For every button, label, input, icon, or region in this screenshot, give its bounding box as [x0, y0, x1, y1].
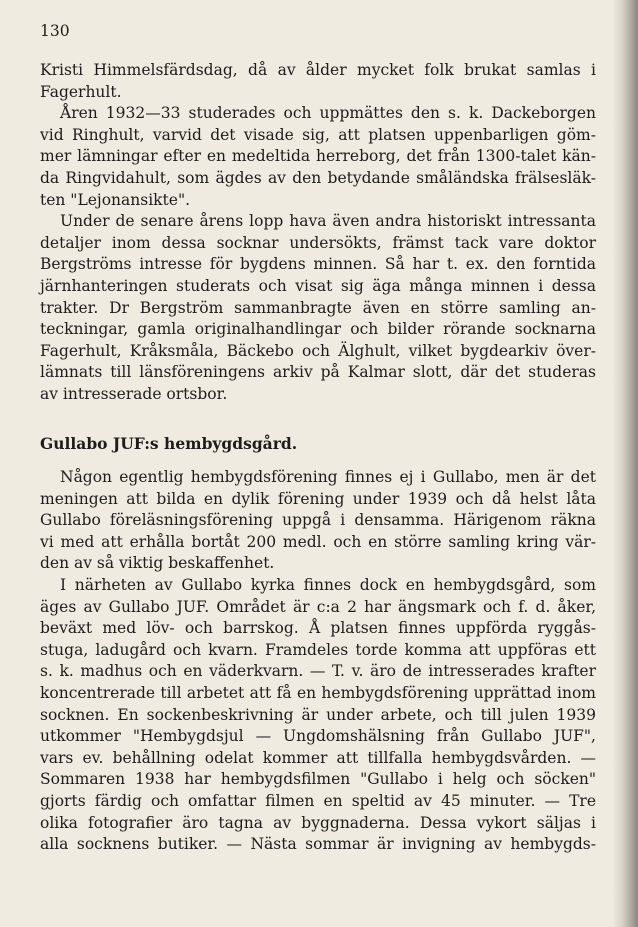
- text-line: Åren 1932—33 studerades och uppmättes den s. k. Dackeborgen: [60, 104, 596, 123]
- text-line: Gullabo föreläsningsförening uppgå i densamma. Härigenom räkna: [40, 511, 596, 530]
- page-number: 130: [40, 22, 70, 40]
- text-line: av intresserade ortsbor.: [40, 384, 228, 403]
- text-line: teckningar, gamla originalhandlingar och bilder rörande socknarna: [40, 320, 596, 339]
- text-line: da Ringvidahult, som ägdes av den betydande småländska frälsesläk-: [40, 168, 596, 187]
- text-line: alla socknens butiker. — Nästa sommar är invigning av hembygds-: [40, 835, 596, 854]
- text-line: äges av Gullabo JUF. Området är c:a 2 har ängsmark och f. d. åker,: [40, 597, 596, 616]
- text-line: Fagerhult.: [40, 82, 122, 101]
- section-heading: Gullabo JUF:s hembygdsgård.: [40, 434, 298, 453]
- text-line: olika fotografier äro tagna av byggnaderna. Dessa vykort säljas i: [40, 813, 596, 832]
- text-line: detaljer inom dessa socknar undersökts, främst tack vare doktor: [40, 233, 596, 252]
- book-spine-shadow: [612, 0, 638, 927]
- text-line: Sommaren 1938 har hembygdsfilmen "Gullabo i helg och söcken": [40, 770, 596, 789]
- text-line: meningen att bilda en dylik förening under 1939 och då helst låta: [40, 489, 596, 508]
- text-line: mer lämningar efter en medeltida herreborg, det från 1300-talet kän-: [40, 147, 596, 166]
- text-line: vars ev. behållning odelat kommer att tillfalla hembygdsvården. —: [40, 748, 596, 767]
- text-line: beväxt med löv- och barrskog. Å platsen finnes uppförda ryggås-: [40, 619, 596, 638]
- text-line: Fagerhult, Kråksmåla, Bäckebo och Älghult, vilket bygdearkiv över-: [40, 341, 596, 360]
- text-line: stuga, ladugård och kvarn. Framdeles torde komma att uppföras ett: [40, 640, 596, 659]
- text-line: den av så viktig beskaffenhet.: [40, 554, 275, 573]
- text-line: Kristi Himmelsfärdsdag, då av ålder mycket folk brukat samlas i: [40, 61, 596, 79]
- text-line: gjorts färdig och omfattar filmen en speltid av 45 minuter. — Tre: [40, 791, 596, 810]
- text-line: Bergströms intresse för bygdens minnen. Så har t. ex. den forntida: [40, 255, 596, 274]
- text-line: socknen. En sockenbeskrivning är under arbete, och till julen 1939: [40, 705, 596, 724]
- text-line: s. k. madhus och en väderkvarn. — T. v. äro de intresserades krafter: [40, 662, 596, 681]
- text-line: Någon egentlig hembygdsförening finnes ej i Gullabo, men är det: [60, 468, 596, 486]
- body-text-section-1: [40, 60, 596, 406]
- text-line: lämnats till länsföreningens arkiv på Kalmar slott, där det studeras: [40, 363, 596, 382]
- text-line: Under de senare årens lopp hava även andra historiskt intressanta: [60, 212, 596, 231]
- text-line: järnhanteringen studerats och visat sig äga många minnen i dessa: [40, 276, 596, 295]
- text-line: trakter. Dr Bergström sammanbragte även en större samling an-: [40, 298, 596, 317]
- text-line: vid Ringhult, varvid det visade sig, att platsen uppenbarligen göm-: [40, 125, 596, 144]
- text-line: ten "Lejonansikte".: [40, 190, 191, 209]
- text-line: koncentrerade till arbetet att få en hembygdsförening upprättad inom: [40, 683, 596, 702]
- text-line: vi med att erhålla bortåt 200 medl. och en större samling kring vär-: [40, 532, 596, 551]
- text-line: utkommer "Hembygdsjul — Ungdomshälsning från Gullabo JUF",: [40, 727, 596, 746]
- body-text-section-2: [40, 467, 596, 856]
- text-line: I närheten av Gullabo kyrka finnes dock en hembygdsgård, som: [60, 575, 596, 594]
